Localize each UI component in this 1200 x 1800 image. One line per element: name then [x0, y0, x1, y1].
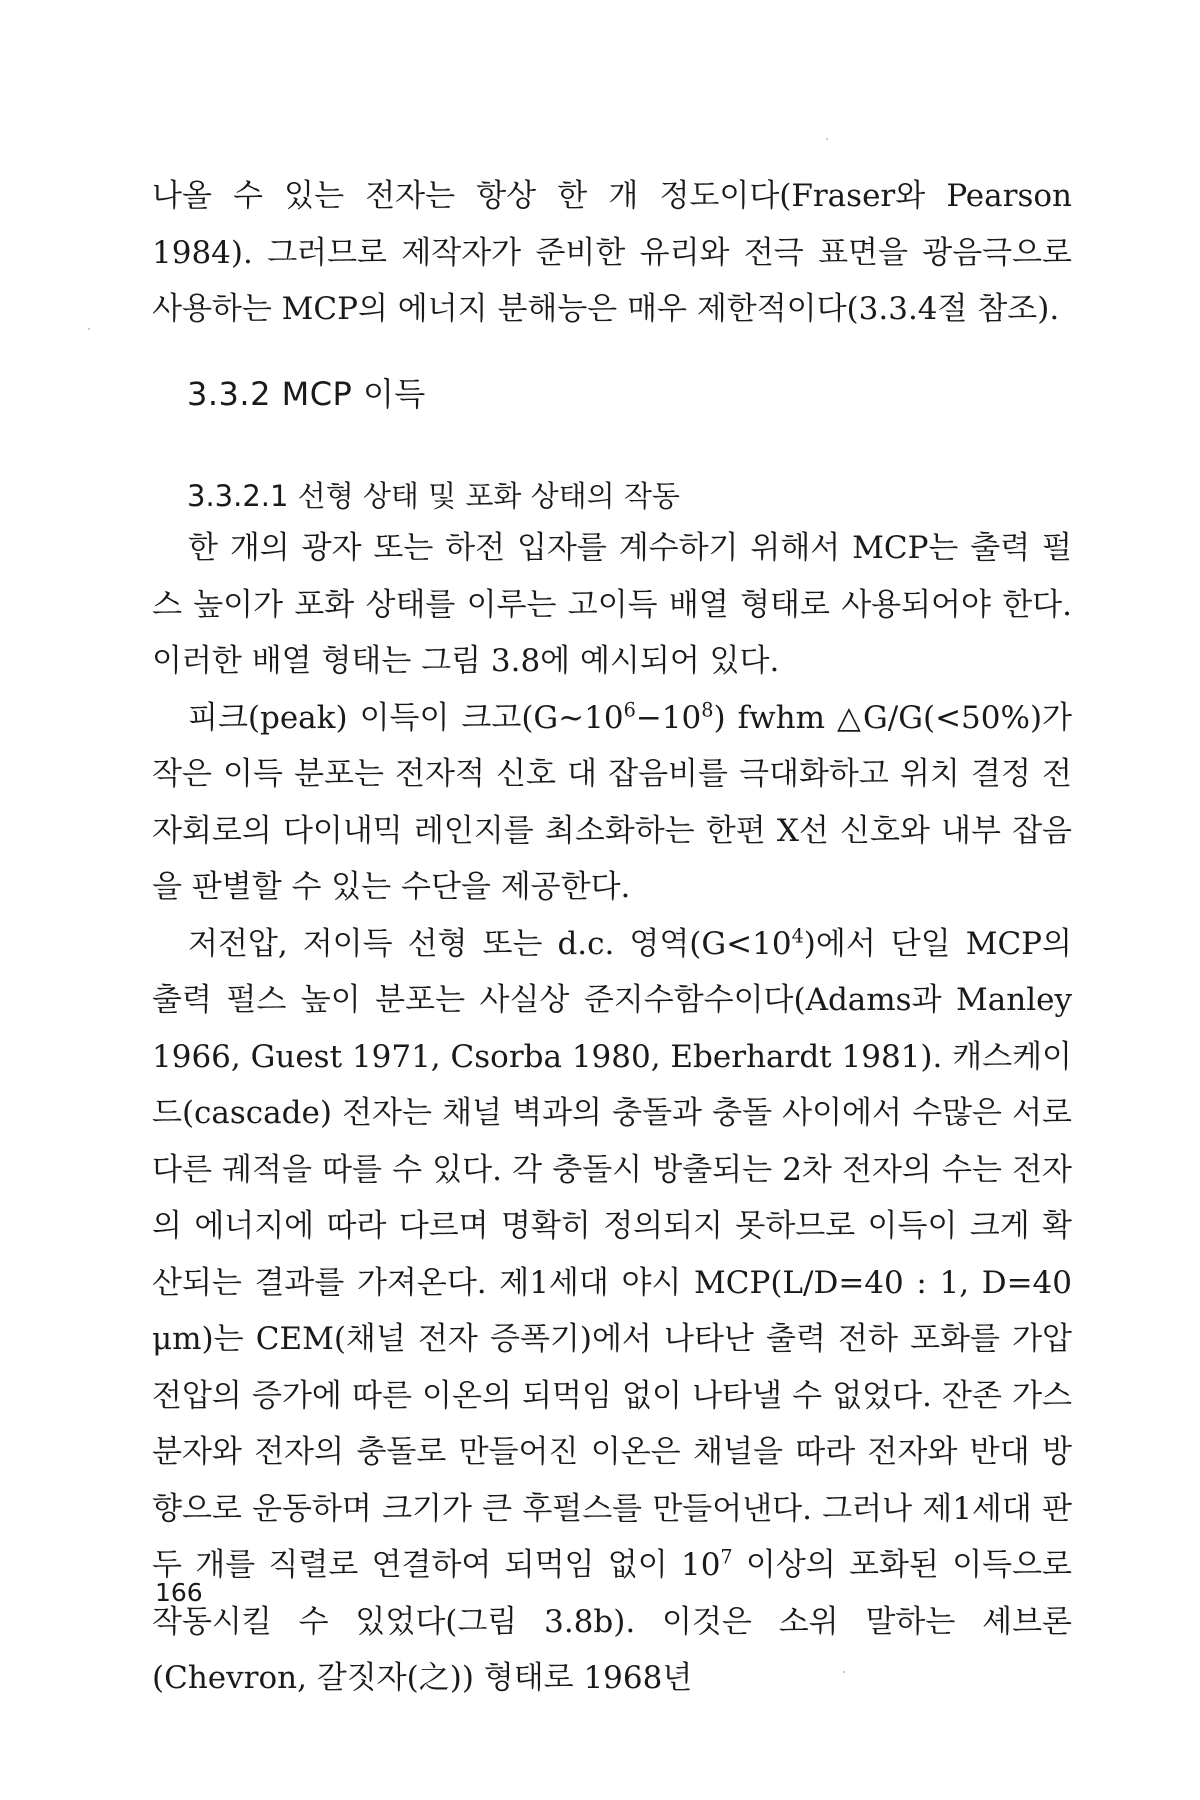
para2-exponent-2: 8: [701, 698, 714, 722]
para3-exponent-2: 7: [720, 1545, 733, 1569]
body-text: [152, 520, 1072, 1707]
scan-speck: [826, 138, 828, 140]
subsection-heading: 3.3.2.1 선형 상태 및 포화 상태의 작동: [187, 479, 680, 513]
scan-speck: [88, 328, 90, 330]
para2-text-2: −10: [635, 699, 702, 736]
para2-text-3: ) fwhm △G/G(<50%)가 작은 이득 분포는 전자적 신호 대 잡음비를 극대화하고 위치 결정 전자회로의 다이내믹 레인지를 최소화하는 한편 X선 신호와 내부 잡음을 판별할 수 있는 수단을 제공한다.: [152, 699, 1072, 905]
para3-exponent-1: 4: [791, 924, 804, 948]
page-number: 166: [155, 1578, 203, 1607]
para2-exponent-1: 6: [623, 698, 636, 722]
section-heading: 3.3.2 MCP 이득: [187, 375, 426, 413]
para3-text-2: )에서 단일 MCP의 출력 펄스 높이 분포는 사실상 준지수함수이다(Adams과 Manley 1966, Guest 1971, Csorba 1980, Eberhardt 1981). 캐스케이드(cascade) 전자는 채널 벽과의 충돌과 충돌 사이에서 수많은 서로 다른 궤적을 따를 수 있다. 각 충돌시 방출되는 2차 전자의 수는 전자의 에너지에 따라 다르며 명확히 정의되지 못하므로 이득이 크게 확산되는 결과를 가져온다. 제1세대 야시 MCP(L/D=40 : 1, D=40 μm)는 CEM(채널 전자 증폭기)에서 나타난 출력 전하 포화를 가압 전압의 증가에 따른 이온의 되먹임 없이 나타낼 수 없었다. 잔존 가스 분자와 전자의 충돌로 만들어진 이온은 채널을 따라 전자와 반대 방향으로 운동하며 크기가 큰 후펄스를 만들어낸다. 그러나 제1세대 판 두 개를 직렬로 연결하여 되먹임 없이 10: [152, 925, 1072, 1583]
paragraph-1: 한 개의 광자 또는 하전 입자를 계수하기 위해서 MCP는 출력 펄스 높이가 포화 상태를 이루는 고이득 배열 형태로 사용되어야 한다. 이러한 배열 형태는 그림 3.8에 예시되어 있다.: [152, 530, 1072, 679]
paragraph-top: 나올 수 있는 전자는 항상 한 개 정도이다(Fraser와 Pearson 1984). 그러므로 제작자가 준비한 유리와 전극 표면을 광음극으로 사용하는 MCP의 에너지 분해능은 매우 제한적이다(3.3.4절 참조).: [152, 178, 1072, 327]
para3-text-1: 저전압, 저이득 선형 또는 d.c. 영역(G<10: [188, 925, 792, 962]
para2-text-1: 피크(peak) 이득이 크고(G~10: [188, 699, 624, 736]
scan-speck: [843, 1671, 845, 1673]
paragraph-3: [152, 916, 1072, 1707]
paragraph-2: [152, 690, 1072, 916]
para3-text-3: 이상의 포화된 이득으로 작동시킬 수 있었다(그림 3.8b). 이것은 소위 말하는 셰브론(Chevron, 갈짓자(之)) 형태로 1968년: [152, 1547, 1072, 1696]
paragraph-continued: [152, 168, 1072, 338]
